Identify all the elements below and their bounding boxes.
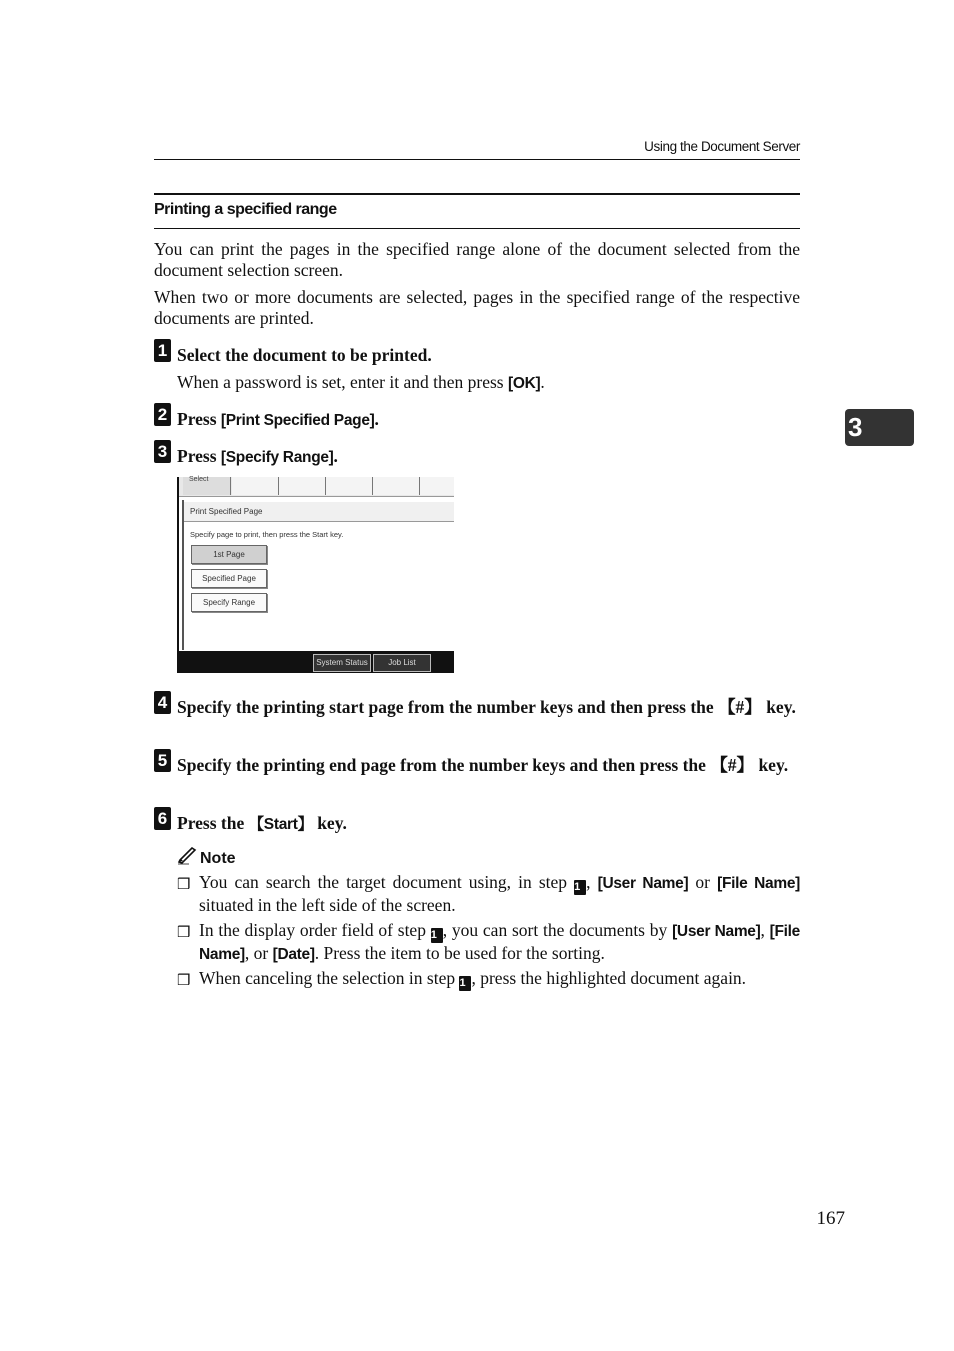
step-1-text: Select the document to be printed. bbox=[177, 345, 432, 365]
panel-screen bbox=[179, 477, 454, 651]
step-2-pre: Press bbox=[177, 409, 221, 429]
note-3-a: When canceling the selection in step bbox=[199, 968, 460, 988]
step-2-text bbox=[177, 409, 800, 431]
panel-tab[interactable] bbox=[279, 477, 326, 495]
note-2-c: , bbox=[760, 920, 770, 940]
note-1-b: , bbox=[586, 872, 598, 892]
step-3-text bbox=[177, 446, 800, 468]
panel-tab[interactable] bbox=[420, 477, 454, 495]
step-4-text bbox=[177, 697, 800, 718]
step-5-pre: Specify the printing end page from the number keys and then press the bbox=[177, 755, 711, 775]
header-rule bbox=[154, 159, 800, 160]
section-bottom-rule bbox=[154, 228, 800, 229]
step-3-post: . bbox=[333, 446, 338, 466]
note-item-3 bbox=[177, 968, 800, 991]
step-6-post: key. bbox=[312, 813, 347, 833]
specified-page-button[interactable]: Specified Page bbox=[191, 569, 267, 588]
note-heading-label: Note bbox=[200, 850, 236, 867]
step-3-pre: Press bbox=[177, 446, 221, 466]
step-number-4: 4 bbox=[154, 691, 171, 714]
step-number-3: 3 bbox=[154, 440, 171, 463]
step-6-pre: Press the bbox=[177, 813, 249, 833]
note-item-1 bbox=[177, 872, 800, 916]
step-4-pre: Specify the printing start page from the number keys and then press the bbox=[177, 697, 719, 717]
step-6-text bbox=[177, 813, 800, 835]
step-1-subtext-pre: When a password is set, enter it and then press bbox=[177, 372, 508, 392]
note-heading bbox=[177, 847, 236, 870]
note-item-2 bbox=[177, 920, 800, 965]
intro-paragraph-1: You can print the pages in the specified range alone of the document selected from the document selection screen. bbox=[154, 239, 800, 280]
step-5-post: key. bbox=[754, 755, 789, 775]
checkbox-icon: ❒ bbox=[177, 875, 191, 893]
print-specified-page-key: [Print Specified Page] bbox=[220, 412, 375, 429]
panel-tab[interactable] bbox=[373, 477, 420, 495]
chapter-tab: 3 bbox=[845, 409, 914, 446]
running-header: Using the Document Server bbox=[644, 139, 800, 154]
first-page-button[interactable]: 1st Page bbox=[191, 545, 267, 564]
panel-tab[interactable] bbox=[232, 477, 279, 495]
dialog-instruction: Specify page to print, then press the Start key. bbox=[190, 530, 344, 539]
panel-tab-bar bbox=[179, 477, 454, 497]
note-1-d: situated in the left side of the screen. bbox=[199, 895, 456, 915]
step-number-2: 2 bbox=[154, 403, 171, 426]
section-top-rule bbox=[154, 193, 800, 195]
dialog-title: Print Specified Page bbox=[184, 502, 454, 522]
specify-range-button[interactable]: Specify Range bbox=[191, 593, 267, 612]
step-number-6: 6 bbox=[154, 807, 171, 830]
step-2-post: . bbox=[374, 409, 379, 429]
file-name-key: [File Name] bbox=[717, 875, 801, 892]
intro-paragraph-2: When two or more documents are selected, pages in the specified range of the respective documents are printed. bbox=[154, 287, 800, 328]
panel-tab[interactable] bbox=[326, 477, 373, 495]
note-2-d: , or bbox=[244, 943, 273, 963]
panel-screenshot bbox=[177, 477, 454, 673]
page-number: 167 bbox=[816, 1208, 845, 1229]
job-list-button[interactable]: Job List bbox=[373, 654, 431, 672]
step-number-1: 1 bbox=[154, 339, 171, 362]
note-2-e: . Press the item to be used for the sorting. bbox=[314, 943, 605, 963]
step-1-subtext bbox=[177, 372, 545, 394]
step-ref-icon: 1 bbox=[574, 880, 586, 895]
step-1-subtext-post: . bbox=[540, 372, 545, 392]
hash-key: 【#】 bbox=[710, 755, 755, 775]
file-name-key: [File Name] bbox=[199, 923, 801, 963]
panel-tab-select[interactable]: Select bbox=[183, 477, 231, 495]
hash-key: 【#】 bbox=[718, 697, 762, 717]
step-number-5: 5 bbox=[154, 749, 171, 772]
pencil-icon bbox=[177, 847, 197, 870]
checkbox-icon: ❒ bbox=[177, 923, 191, 941]
step-5-text bbox=[177, 755, 800, 776]
note-2-a: In the display order field of step bbox=[199, 920, 431, 940]
date-key: [Date] bbox=[272, 946, 315, 963]
start-key: 【Start】 bbox=[248, 816, 313, 833]
section-title: Printing a specified range bbox=[154, 201, 337, 218]
system-status-button[interactable]: System Status bbox=[313, 654, 371, 672]
note-2-b: , you can sort the documents by bbox=[442, 920, 673, 940]
step-ref-icon: 1 bbox=[459, 976, 471, 991]
note-1-c: or bbox=[688, 872, 718, 892]
note-3-b: , press the highlighted document again. bbox=[471, 968, 747, 988]
step-4-post: key. bbox=[761, 697, 796, 717]
specify-range-key: [Specify Range] bbox=[220, 449, 334, 466]
note-1-a: You can search the target document using, in step bbox=[199, 872, 575, 892]
print-specified-page-dialog bbox=[182, 500, 456, 650]
user-name-key: [User Name] bbox=[597, 875, 689, 892]
checkbox-icon: ❒ bbox=[177, 971, 191, 989]
step-ref-icon: 1 bbox=[431, 928, 443, 943]
ok-key: [OK] bbox=[507, 375, 541, 392]
user-name-key: [User Name] bbox=[672, 923, 761, 940]
